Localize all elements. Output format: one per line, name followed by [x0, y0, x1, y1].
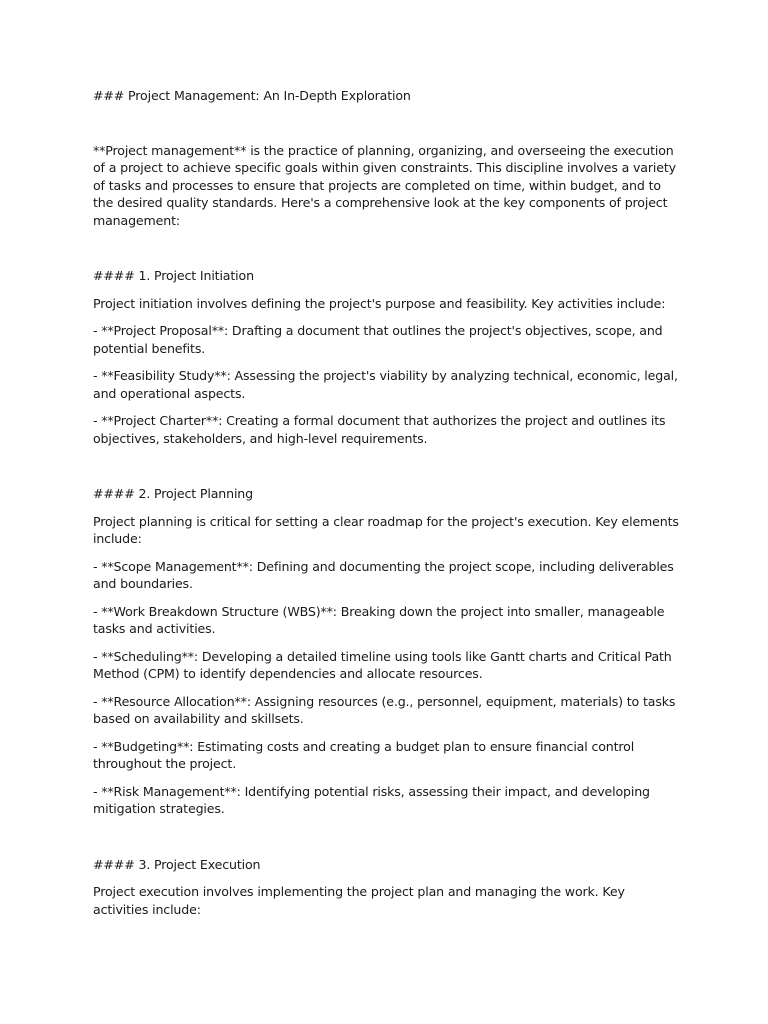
section-lead-planning: Project planning is critical for setting a clear roadmap for the project's execution. Key elements include: — [93, 513, 679, 546]
list-item: - **Project Proposal**: Drafting a document that outlines the project's objectives, scope, and potential benefits. — [93, 323, 663, 356]
list-item: - **Scheduling**: Developing a detailed timeline using tools like Gantt charts and Critical Path Method (CPM) to identify dependencies and allocate resources. — [93, 648, 672, 681]
section-heading-initiation: #### 1. Project Initiation — [93, 268, 254, 283]
list-item: - **Feasibility Study**: Assessing the project's viability by analyzing technical, economic, legal, and operational aspects. — [93, 368, 678, 401]
list-item: - **Scope Management**: Defining and documenting the project scope, including deliverables and boundaries. — [93, 558, 674, 591]
list-item: - **Project Charter**: Creating a formal document that authorizes the project and outlines its objectives, stakeholders, and high-level requirements. — [93, 413, 666, 446]
section-heading-planning: #### 2. Project Planning — [93, 486, 253, 501]
section-lead-execution: Project execution involves implementing the project plan and managing the work. Key activities include: — [93, 884, 625, 917]
list-item: - **Budgeting**: Estimating costs and creating a budget plan to ensure financial control throughout the project. — [93, 738, 635, 771]
section-lead-initiation: Project initiation involves defining the project's purpose and feasibility. Key activities include: — [93, 295, 666, 311]
document-title: ### Project Management: An In-Depth Exploration — [93, 88, 411, 103]
intro-paragraph: **Project management** is the practice of planning, organizing, and overseeing the execution of a project to achieve specific goals within given constraints. This discipline involves a variety of tasks and processes to ensure that projects are completed on time, within budget, and to the desired quality standards. Here's a comprehensive look at the key components of project management: — [93, 142, 676, 228]
section-heading-execution: #### 3. Project Execution — [93, 856, 261, 872]
list-item: - **Resource Allocation**: Assigning resources (e.g., personnel, equipment, materials) to tasks based on availability and skillsets. — [93, 693, 676, 726]
list-item: - **Risk Management**: Identifying potential risks, assessing their impact, and developing mitigation strategies. — [93, 783, 650, 816]
document-page — [93, 87, 683, 928]
list-item: - **Work Breakdown Structure (WBS)**: Breaking down the project into smaller, manageable tasks and activities. — [93, 603, 665, 636]
